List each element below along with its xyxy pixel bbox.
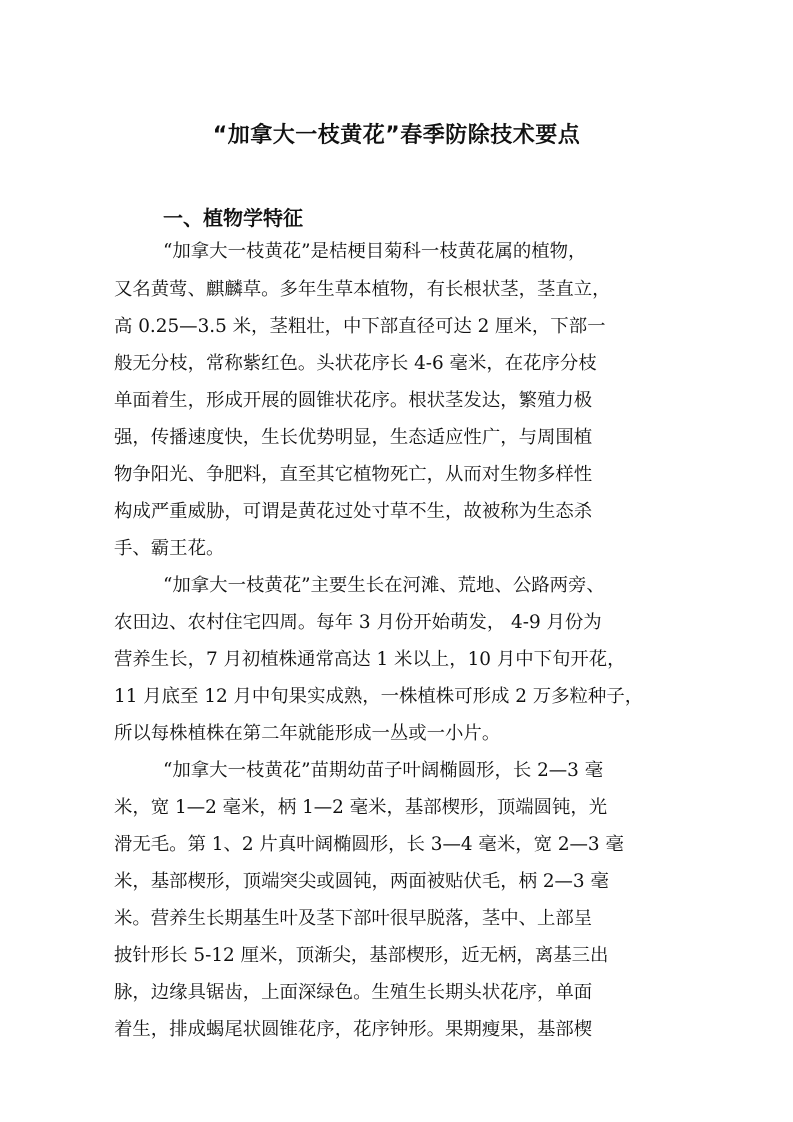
page-title: “加拿大一枝黄花”春季防除技术要点 xyxy=(212,123,581,148)
paragraph-line: “加拿大一枝黄花”是桔梗目菊科一枝黄花属的植物， xyxy=(163,241,587,262)
paragraph-line: 高 0.25—3.5 米，茎粗壮，中下部直径可达 2 厘米，下部一 xyxy=(114,316,606,337)
paragraph-line: 所以每株植株在第二年就能形成一丛或一小片。 xyxy=(114,723,501,744)
paragraph-line: 着生，排成蝎尾状圆锥花序，花序钟形。果期瘦果，基部楔 xyxy=(114,1019,593,1040)
paragraph-line: 单面着生，形成开展的圆锥状花序。根状茎发达，繁殖力极 xyxy=(114,390,593,411)
paragraph-line: 米，宽 1—2 毫米，柄 1—2 毫米，基部楔形，顶端圆钝，光 xyxy=(114,797,608,818)
paragraph-line: 般无分枝，常称紫红色。头状花序长 4-6 毫米，在花序分枝 xyxy=(114,353,597,374)
paragraph-line: 又名黄莺、麒麟草。多年生草本植物，有长根状茎，茎直立， xyxy=(114,279,611,300)
section-heading: 一、植物学特征 xyxy=(163,206,303,230)
paragraph-line: 手、霸王花。 xyxy=(114,538,225,559)
paragraph-line: 米，基部楔形，顶端突尖或圆钝，两面被贴伏毛，柄 2—3 毫 xyxy=(114,871,609,892)
paragraph-line: 脉，边缘具锯齿，上面深绿色。生殖生长期头状花序，单面 xyxy=(114,982,593,1003)
paragraph-line: 农田边、农村住宅四周。每年 3 月份开始萌发， 4-9 月份为 xyxy=(114,612,602,633)
paragraph-line: 强，传播速度快，生长优势明显，生态适应性广，与周围植 xyxy=(114,427,593,448)
paragraph-line: 11 月底至 12 月中旬果实成熟，一株植株可形成 2 万多粒种子， xyxy=(114,686,644,707)
paragraph-line: 物争阳光、争肥料，直至其它植物死亡，从而对生物多样性 xyxy=(114,464,593,485)
paragraph-line: 构成严重威胁，可谓是黄花过处寸草不生，故被称为生态杀 xyxy=(114,501,593,522)
paragraph-line: “加拿大一枝黄花”主要生长在河滩、荒地、公路两旁、 xyxy=(163,575,605,596)
paragraph-line: 米。营养生长期基生叶及茎下部叶很早脱落，茎中、上部呈 xyxy=(114,908,593,929)
paragraph-line: 披针形长 5-12 厘米，顶渐尖，基部楔形，近无柄，离基三出 xyxy=(114,945,609,966)
paragraph-line: 营养生长，7 月初植株通常高达 1 米以上，10 月中下旬开花， xyxy=(114,649,626,670)
paragraph-line: “加拿大一枝黄花”苗期幼苗子叶阔椭圆形，长 2—3 毫 xyxy=(163,760,604,781)
paragraph-line: 滑无毛。第 1、2 片真叶阔椭圆形，长 3—4 毫米，宽 2—3 毫 xyxy=(114,834,624,855)
